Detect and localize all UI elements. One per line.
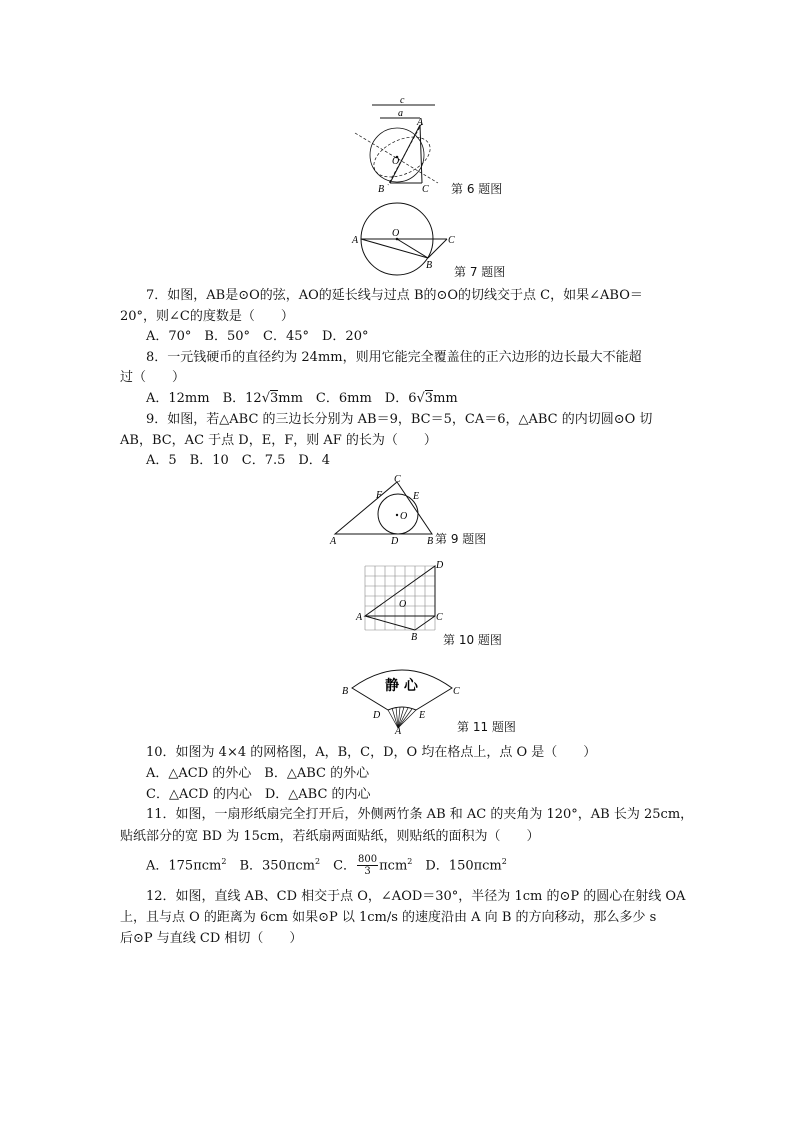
fan-text: 静 心 xyxy=(385,678,418,694)
figure-7 xyxy=(350,200,460,278)
fig10-label-O: O xyxy=(399,599,407,610)
q8-opt-ab: A．12mm B．12 xyxy=(146,391,262,406)
fig10-caption: 第 10 题图 xyxy=(443,633,502,647)
q11-options: A．175πcm$^2$ B．350πcm$^2$ C． $\frac{800}{3}$ πcm$^2$ D．150πcm$^2$ xyxy=(146,854,507,878)
q8-line1: 8．一元钱硬币的直径约为 24mm，则用它能完全覆盖住的正六边形的边长最大不能超 xyxy=(146,350,642,365)
fig6-label-a: a xyxy=(398,108,403,119)
fig11-label-C: C xyxy=(453,686,460,697)
fig9-caption: 第 9 题图 xyxy=(435,532,487,546)
q12-line2: 上，且与点 O 的距离为 6cm 如果⊙P 以 1cm/s 的速度沿由 A 向 B 的方向移动，那么多少 s xyxy=(120,910,657,925)
fig6-label-B: B xyxy=(378,184,385,195)
fig6-label-A: A xyxy=(417,117,424,128)
figure-11 xyxy=(340,660,465,735)
fig7-label-B: B xyxy=(426,260,433,271)
q11-opt-c-fraction: $\frac{800}{3}$ xyxy=(358,854,378,878)
q11-opt-c-prefix: C． xyxy=(320,858,357,874)
q11-opt-d: D．150πcm xyxy=(412,858,502,874)
fig6-label-C: C xyxy=(422,184,429,195)
q7-options: A．70° B．50° C．45° D．20° xyxy=(146,329,369,344)
q7-line1: 7．如图，AB是⊙O的弦，AO的延长线与过点 B的⊙O的切线交于点 C，如果∠ABO＝ xyxy=(146,288,643,303)
q10-opt2: C．△ACD 的内心 D．△ABC 的内心 xyxy=(146,787,371,802)
q12-line1: 12．如图，直线 AB、CD 相交于点 O，∠AOD＝30°，半径为 1cm 的⊙P 的圆心在射线 OA xyxy=(146,889,686,904)
q8-opt-cd: mm C．6mm D．6 xyxy=(278,391,417,406)
fig10-label-C: C xyxy=(436,612,443,623)
fig9-label-C: C xyxy=(394,474,401,485)
fig9-label-O: O xyxy=(400,511,408,522)
fig7-caption: 第 7 题图 xyxy=(454,265,506,279)
figure-10 xyxy=(353,560,448,642)
q11-line2: 贴纸部分的宽 BD 为 15cm，若纸扇两面贴纸，则贴纸的面积为（ ） xyxy=(120,829,540,844)
fig9-label-A: A xyxy=(330,536,337,546)
figure-9 xyxy=(325,474,445,546)
q7-line2: 20°，则∠C的度数是（ ） xyxy=(120,309,294,324)
fig11-label-E: E xyxy=(419,710,426,721)
fig9-label-D: D xyxy=(391,536,399,546)
fig9-label-B: B xyxy=(427,536,434,546)
q8-options: A．12mm B．12√3mm C．6mm D．6√3mm xyxy=(146,391,458,406)
fig6-label-O: O xyxy=(392,156,400,167)
q9-line1: 9．如图，若△ABC 的三边长分别为 AB＝9，BC＝5，CA＝6，△ABC 的内切圆⊙O 切 xyxy=(146,412,653,427)
q8-opt-d-radicand: 3 xyxy=(424,391,434,406)
fig11-label-B: B xyxy=(342,686,349,697)
fig11-label-A: A xyxy=(395,726,402,735)
fig10-label-B: B xyxy=(411,632,418,642)
fig6-caption: 第 6 题图 xyxy=(451,182,503,196)
fig6-label-c: c xyxy=(400,95,405,106)
q9-options: A．5 B．10 C．7.5 D．4 xyxy=(146,453,331,468)
q10-opt1: A．△ACD 的外心 B．△ABC 的外心 xyxy=(146,766,370,781)
fig7-label-O: O xyxy=(392,228,400,239)
fig10-label-D: D xyxy=(436,560,444,571)
q11-line1: 11．如图，一扇形纸扇完全打开后，外侧两竹条 AB 和 AC 的夹角为 120°，AB 长为 25cm， xyxy=(146,807,694,822)
q8-line2: 过（ ） xyxy=(120,370,186,385)
q8-opt-b-radicand: 3 xyxy=(269,391,279,406)
q11-opt-b: B．350πcm xyxy=(226,858,315,874)
figure-6 xyxy=(350,95,440,195)
fig7-label-A: A xyxy=(352,235,359,246)
q11-opt-a: A．175πcm xyxy=(146,858,222,874)
fig9-label-F: F xyxy=(376,490,383,501)
fig9-label-E: E xyxy=(413,491,420,502)
q10-line1: 10．如图为 4×4 的网格图，A，B，C，D，O 均在格点上，点 O 是（ ） xyxy=(146,745,597,760)
fig11-label-D: D xyxy=(373,710,381,721)
fig10-label-A: A xyxy=(356,612,363,623)
q9-line2: AB，BC，AC 于点 D，E，F，则 AF 的长为（ ） xyxy=(120,433,437,448)
q12-line3: 后⊙P 与直线 CD 相切（ ） xyxy=(120,931,303,946)
q8-opt-d-tail: mm xyxy=(433,391,458,406)
fig7-label-C: C xyxy=(448,235,455,246)
fig11-caption: 第 11 题图 xyxy=(457,720,516,734)
q11-opt-c-post: πcm xyxy=(379,858,408,874)
